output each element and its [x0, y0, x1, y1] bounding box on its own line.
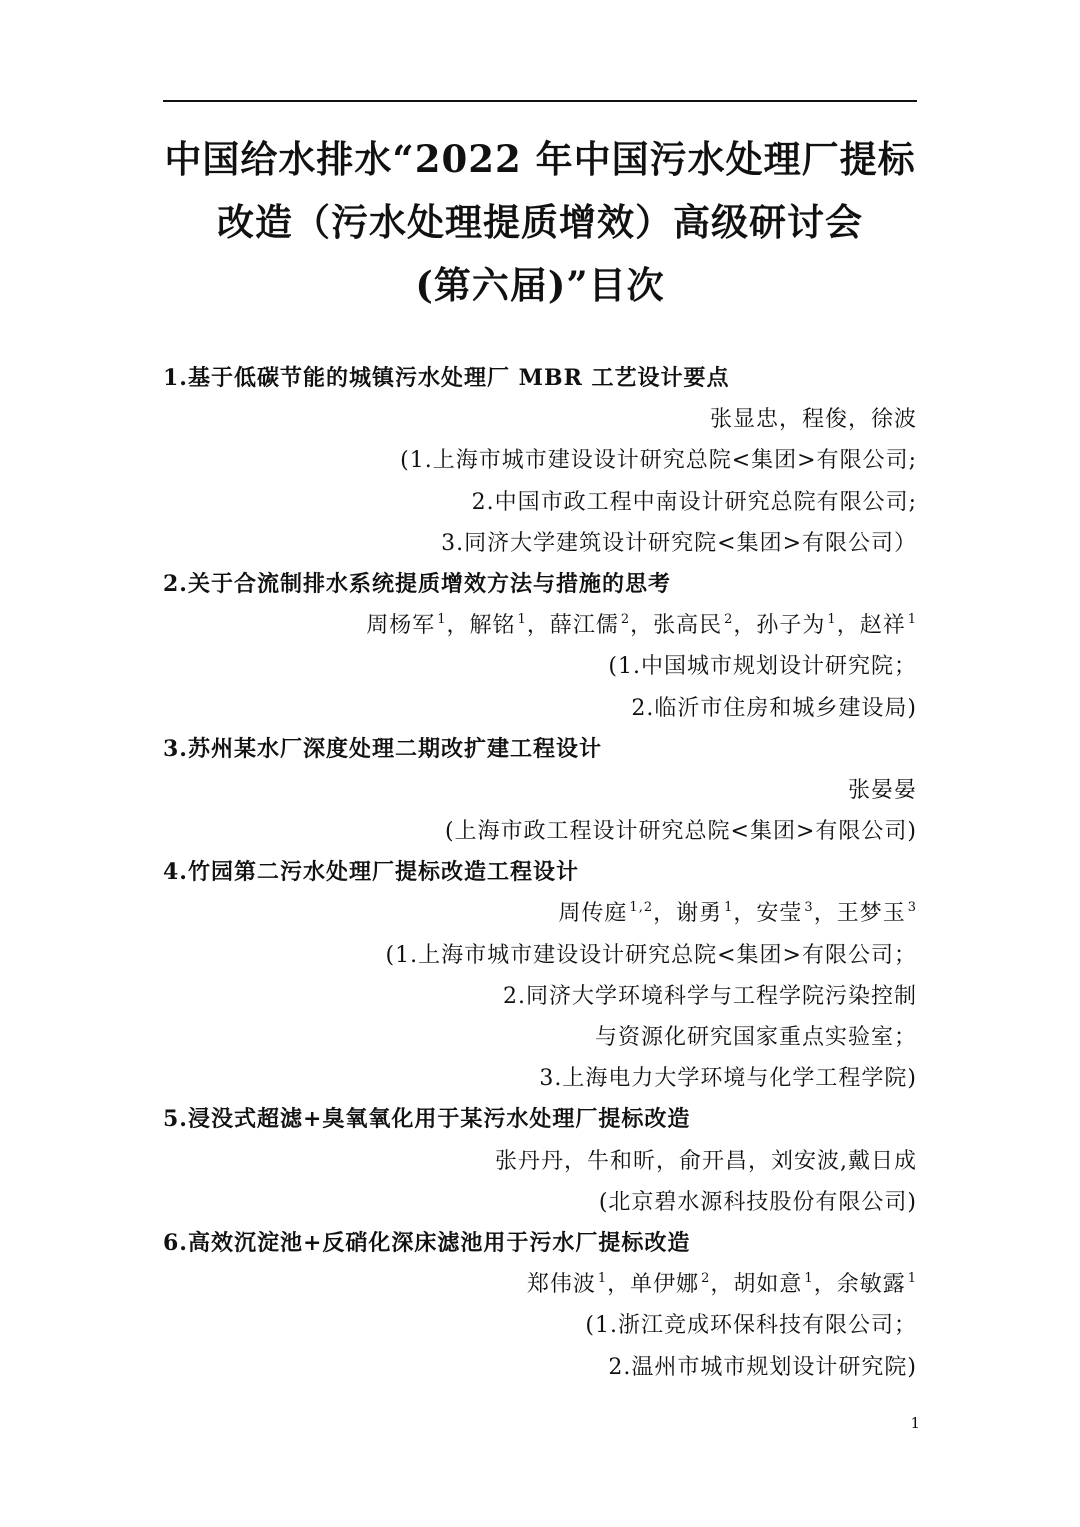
- author-affiliation-marker: 1: [724, 900, 734, 916]
- entry-affiliation: (1.浙江竞成环保科技有限公司；: [585, 1313, 917, 1339]
- author-affiliation-marker: 3: [804, 900, 814, 916]
- author-name: ，赵祥: [836, 613, 906, 639]
- entry-affiliation: (1.上海市城市建设设计研究总院<集团>有限公司;: [400, 448, 917, 474]
- toc-entry: [163, 358, 917, 564]
- entry-affiliation: 2.临沂市住房和城乡建设局): [631, 695, 917, 721]
- entry-authors: [163, 399, 917, 440]
- author-name: 张显忠，程俊，徐波: [709, 407, 917, 433]
- author-affiliation-marker: 1: [437, 612, 447, 628]
- entry-affiliation: 3.同济大学建筑设计研究院<集团>有限公司）: [441, 530, 917, 556]
- header-rule: [163, 100, 917, 102]
- entry-authors: [163, 1141, 917, 1182]
- entry-title: 4.竹园第二污水处理厂提标改造工程设计: [163, 859, 579, 886]
- entry-affiliation: 3.上海电力大学环境与化学工程学院): [539, 1066, 917, 1092]
- entry-affiliation: (北京碧水源科技股份有限公司): [598, 1189, 917, 1215]
- entry-title: 5.浸没式超滤+臭氧氧化用于某污水处理厂提标改造: [163, 1106, 691, 1133]
- entry-affiliation: 与资源化研究国家重点实验室；: [594, 1025, 917, 1050]
- author-name: ，谢勇: [653, 901, 723, 927]
- author-name: ，王梦玉: [813, 901, 906, 927]
- author-name: ，张高民: [630, 613, 723, 639]
- author-affiliation-marker: 1: [804, 1271, 814, 1287]
- title-line: (第六届)”目次: [415, 263, 665, 307]
- author-affiliation-marker: 1: [597, 1271, 608, 1287]
- title-line: 中国给水排水“2022 年中国污水处理厂提标: [164, 137, 916, 181]
- entry-affiliation: 2.同济大学环境科学与工程学院污染控制: [503, 983, 917, 1009]
- entry-authors: [163, 605, 917, 646]
- entry-affiliation: (1.上海市城市建设设计研究总院<集团>有限公司；: [385, 942, 917, 968]
- author-name: ，单伊娜: [607, 1272, 700, 1298]
- document-title: [150, 128, 930, 317]
- toc-entry: [163, 564, 917, 729]
- author-affiliation-marker: 2: [724, 612, 734, 628]
- table-of-contents: [163, 358, 917, 1388]
- author-name: ，解铭: [446, 613, 516, 639]
- toc-entry: [163, 852, 917, 1099]
- toc-entry: [163, 1099, 917, 1223]
- entry-affiliation: (1.中国城市规划设计研究院；: [608, 654, 917, 680]
- author-name: 周传庭: [558, 901, 628, 927]
- author-name: ，孙子为: [733, 613, 826, 639]
- author-affiliation-marker: 1: [827, 612, 837, 628]
- author-affiliation-marker: 2: [701, 1271, 711, 1287]
- toc-entry: [163, 729, 917, 853]
- author-affiliation-marker: 3: [907, 900, 917, 916]
- entry-title: 6.高效沉淀池+反硝化深床滤池用于污水厂提标改造: [163, 1229, 691, 1256]
- author-affiliation-marker: 1: [907, 612, 917, 628]
- toc-entry: [163, 1223, 917, 1388]
- entry-affiliation: (上海市政工程设计研究总院<集团>有限公司): [444, 819, 917, 845]
- author-name: ，薛江儒: [526, 613, 619, 639]
- author-name: ，安莹: [733, 901, 803, 927]
- author-affiliation-marker: 1: [517, 612, 527, 628]
- author-affiliation-marker: 2: [620, 612, 631, 628]
- author-affiliation-marker: 1,2: [629, 900, 654, 916]
- author-affiliation-marker: 1: [907, 1271, 917, 1287]
- page-number: 1: [910, 1414, 920, 1432]
- entry-affiliation: 2.中国市政工程中南设计研究总院有限公司;: [471, 489, 917, 515]
- author-name: 张丹丹，牛和昕，俞开昌，刘安波,戴日成: [495, 1148, 917, 1174]
- author-name: ，余敏露: [813, 1272, 906, 1298]
- entry-affiliation: 2.温州市城市规划设计研究院): [608, 1354, 917, 1380]
- entry-authors: [163, 893, 917, 934]
- title-line: 改造（污水处理提质增效）高级研讨会: [217, 200, 863, 244]
- author-name: 郑伟波: [526, 1272, 596, 1298]
- entry-authors: [163, 1264, 917, 1305]
- entry-title: 1.基于低碳节能的城镇污水处理厂 MBR 工艺设计要点: [163, 365, 730, 391]
- entry-title: 2.关于合流制排水系统提质增效方法与措施的思考: [163, 570, 671, 597]
- author-name: 周杨军: [366, 613, 436, 639]
- author-name: 张晏晏: [847, 777, 917, 803]
- entry-authors: [163, 770, 917, 811]
- entry-title: 3.苏州某水厂深度处理二期改扩建工程设计: [163, 735, 602, 762]
- author-name: ，胡如意: [710, 1272, 803, 1298]
